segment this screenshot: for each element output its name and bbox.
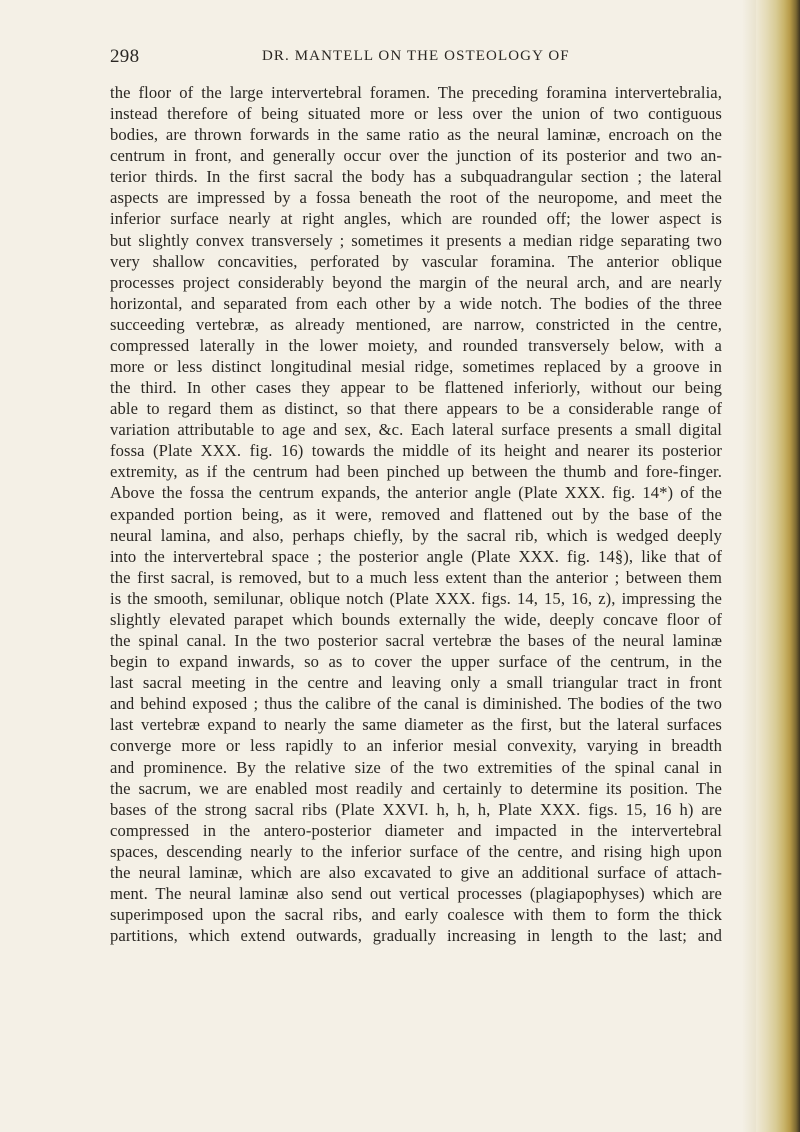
- text-line: last sacral meeting in the centre and leaving only a small triangular tract in front: [110, 673, 722, 693]
- text-line: Above the fossa the centrum expands, the anterior angle (Plate XXX. fig. 14*) of the: [110, 483, 722, 503]
- text-line: spaces, descending nearly to the inferior surface of the centre, and rising high upon: [110, 841, 722, 861]
- text-line: the neural laminæ, which are also excavated to give an additional surface of attach-: [110, 862, 722, 882]
- text-line: ment. The neural laminæ also send out vertical processes (plagiapophyses) which are: [110, 883, 722, 903]
- page-edge: [756, 0, 800, 1132]
- text-line: extremity, as if the centrum had been pinched up between the thumb and fore-finger.: [110, 462, 722, 482]
- text-line: slightly elevated parapet which bounds externally the wide, deeply concave floor of: [110, 609, 722, 629]
- running-head: DR. MANTELL ON THE OSTEOLOGY OF: [262, 48, 570, 64]
- text-line: but slightly convex transversely ; sometimes it presents a median ridge separating two: [110, 230, 722, 250]
- text-line: the third. In other cases they appear to be flattened inferiorly, without our being: [110, 378, 722, 398]
- text-line: the floor of the large intervertebral foramen. The preceding foramina intervertebralia,: [110, 83, 722, 102]
- text-line: the first sacral, is removed, but to a much less extent than the anterior ; between them: [110, 567, 722, 587]
- page-header: [110, 46, 722, 70]
- text-line: inferior surface nearly at right angles, which are rounded off; the lower aspect is: [110, 209, 722, 229]
- text-line: partitions, which extend outwards, gradually increasing in length to the last; and: [110, 926, 722, 946]
- text-line: centrum in front, and generally occur over the junction of its posterior and two an-: [110, 146, 722, 166]
- text-line: compressed laterally in the lower moiety, and rounded transversely below, with a: [110, 335, 722, 355]
- text-line: superimposed upon the sacral ribs, and early coalesce with them to form the thick: [110, 905, 722, 925]
- text-line: processes project considerably beyond the margin of the neural arch, and are nearly: [110, 272, 722, 292]
- text-line: bodies, are thrown forwards in the same ratio as the neural laminæ, encroach on the: [110, 125, 722, 145]
- text-line: variation attributable to age and sex, &c. Each lateral surface presents a small digital: [110, 420, 722, 440]
- text-line: begin to expand inwards, so as to cover the upper surface of the centrum, in the: [110, 652, 722, 672]
- text-line: neural lamina, and also, perhaps chiefly, by the sacral rib, which is wedged deeply: [110, 525, 722, 545]
- text-line: bases of the strong sacral ribs (Plate XXVI. h, h, h, Plate XXX. figs. 15, 16 h) are: [110, 799, 722, 819]
- text-line: more or less distinct longitudinal mesial ridge, sometimes replaced by a groove in: [110, 357, 722, 377]
- page-edge-shadow: [742, 0, 756, 1132]
- text-line: into the intervertebral space ; the posterior angle (Plate XXX. fig. 14§), like that of: [110, 546, 722, 566]
- text-line: aspects are impressed by a fossa beneath the root of the neuropome, and meet the: [110, 188, 722, 208]
- page-number: 298: [110, 46, 140, 67]
- text-line: fossa (Plate XXX. fig. 16) towards the middle of its height and nearer its posterior: [110, 441, 722, 461]
- text-line: last vertebræ expand to nearly the same diameter as the first, but the lateral surfaces: [110, 715, 722, 735]
- text-line: very shallow concavities, perforated by vascular foramina. The anterior oblique: [110, 251, 722, 271]
- text-line: compressed in the antero-posterior diameter and impacted in the intervertebral: [110, 820, 722, 840]
- text-line: instead therefore of being situated more or less over the union of two contiguous: [110, 104, 722, 124]
- body-text: [110, 82, 722, 946]
- text-line: succeeding vertebræ, as already mentioned, are narrow, constricted in the centre,: [110, 314, 722, 334]
- text-line: expanded portion being, as it were, removed and flattened out by the base of the: [110, 504, 722, 524]
- text-line: horizontal, and separated from each other by a wide notch. The bodies of the three: [110, 293, 722, 313]
- text-line: terior thirds. In the first sacral the body has a subquadrangular section ; the lateral: [110, 167, 722, 187]
- text-line: the sacrum, we are enabled most readily and certainly to determine its position. The: [110, 778, 722, 798]
- text-line: and prominence. By the relative size of the two extremities of the spinal canal in: [110, 757, 722, 777]
- text-line: the spinal canal. In the two posterior sacral vertebræ the bases of the neural laminæ: [110, 631, 722, 651]
- text-line: converge more or less rapidly to an inferior mesial convexity, varying in breadth: [110, 736, 722, 756]
- text-line: and behind exposed ; thus the calibre of the canal is diminished. The bodies of the two: [110, 694, 722, 714]
- text-line: is the smooth, semilunar, oblique notch (Plate XXX. figs. 14, 15, 16, z), impressing the: [110, 588, 722, 608]
- text-line: able to regard them as distinct, so that there appears to be a considerable range of: [110, 399, 722, 419]
